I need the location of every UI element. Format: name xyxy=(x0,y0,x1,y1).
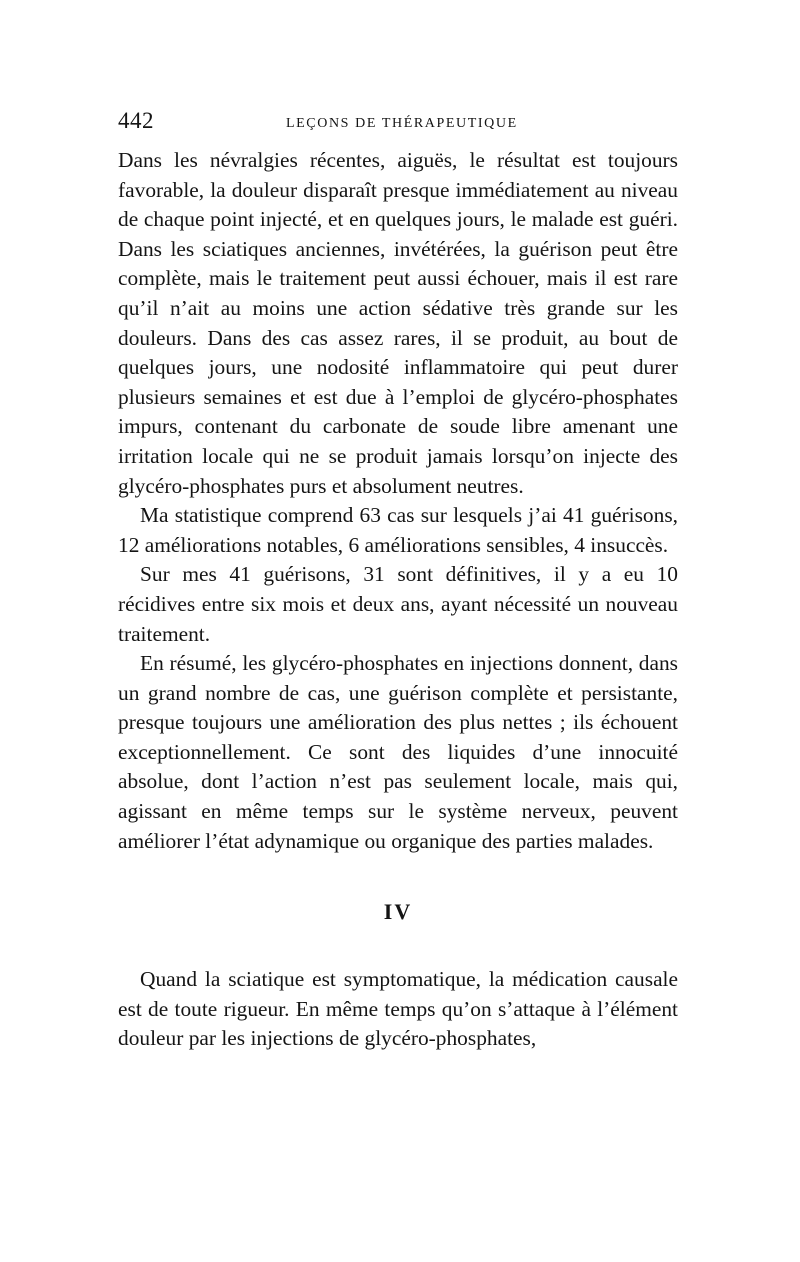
paragraph-summary: En résumé, les glycéro-phosphates en injections donnent, dans un grand nombre de cas, une guérison complète et persistante, presque toujours une amélioration des plus nettes ; ils échouent exceptionnellement. Ce sont des liquides d’une innocuité absolue, dont l’action n’est pas seulement locale, mais qui, agissant en même temps sur le système nerveux, peuvent améliorer l’état adynamique ou organique des parties malades. xyxy=(118,651,678,853)
body-text xyxy=(118,146,678,1054)
paragraph-statistics: Ma statistique comprend 63 cas sur lesquels j’ai 41 guérisons, 12 améliorations notables, 6 améliorations sensibles, 4 insuccès. xyxy=(118,503,678,557)
paragraph-recurrences: Sur mes 41 guérisons, 31 sont définitives, il y a eu 10 récidives entre six mois et deux ans, ayant nécessité un nouveau traitement. xyxy=(118,562,678,646)
section-heading: IV xyxy=(383,899,413,925)
page-number: 442 xyxy=(118,108,154,133)
paragraph-results: Dans les névralgies récentes, aiguës, le résultat est toujours favorable, la douleur disparaît presque immédiatement au niveau de chaque point injecté, et en quelques jours, le malade est guéri. Dans les sciatiques anciennes, invétérées, la guérison peut être complète, mais le traitement peut aussi échouer, mais il est rare qu’il n’ait au moins une action sédative très grande sur les douleurs. Dans des cas assez rares, il se produit, au bout de quelques jours, une nodosité inflammatoire qui peut durer plusieurs semaines et est due à l’emploi de glycéro-phosphates impurs, contenant du carbonate de soude libre amenant une irritation locale qui ne se produit jamais lorsqu’on injecte des glycéro-phosphates purs et absolument neutres. xyxy=(118,148,678,498)
page-header xyxy=(118,108,678,142)
paragraph-section-iv: Quand la sciatique est symptomatique, la médication causale est de toute rigueur. En même temps qu’on s’attaque à l’élément douleur par les injections de glycéro-phosphates, xyxy=(118,967,678,1051)
running-title: LEÇONS DE THÉRAPEUTIQUE xyxy=(286,116,518,131)
